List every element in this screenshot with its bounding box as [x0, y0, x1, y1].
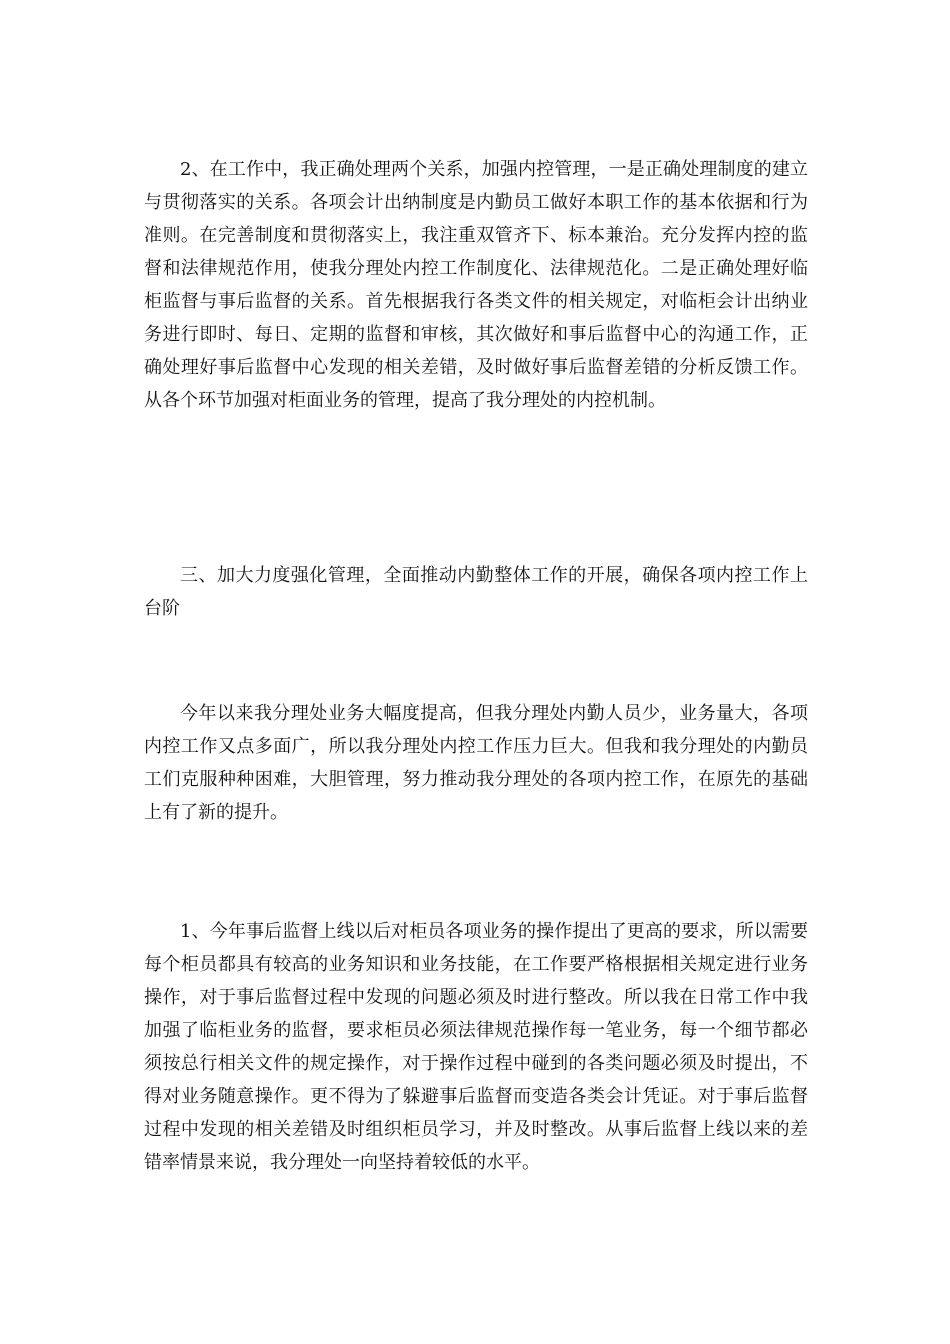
- section-heading-three: 三、加大力度强化管理，全面推动内勤整体工作的开展，确保各项内控工作上台阶: [144, 565, 808, 619]
- paragraph-post-supervision: 1、今年事后监督上线以后对柜员各项业务的操作提出了更高的要求，所以需要每个柜员都具有较高的业务知识和业务技能，在工作要严格根据相关规定进行业务操作，对于事后监督过程中发现的问题必须及时进行整改。所以我在日常工作中我加强了临柜业务的监督，要求柜员必须法律规范操作每一笔业务，每一个细节都必须按总行相关文件的规定操作，对于操作过程中碰到的各类问题必须及时提出，不得对业务随意操作。更不得为了躲避事后监督而变造各类会计凭证。对于事后监督过程中发现的相关差错及时组织柜员学习，并及时整改。从事后监督上线以来的差错率情景来说，我分理处一向坚持着较低的水平。: [144, 921, 808, 1173]
- paragraph-internal-control-relations: 2、在工作中，我正确处理两个关系，加强内控管理，一是正确处理制度的建立与贯彻落实的关系。各项会计出纳制度是内勤员工做好本职工作的基本依据和行为准则。在完善制度和贯彻落实上，我注重双管齐下、标本兼治。充分发挥内控的监督和法律规范作用，使我分理处内控工作制度化、法律规范化。二是正确处理好临柜监督与事后监督的关系。首先根据我行各类文件的相关规定，对临柜会计出纳业务进行即时、每日、定期的监督和审核，其次做好和事后监督中心的沟通工作，正确处理好事后监督中心发现的相关差错，及时做好事后监督差错的分析反馈工作。从各个环节加强对柜面业务的管理，提高了我分理处的内控机制。: [144, 159, 808, 411]
- paragraph-business-growth: 今年以来我分理处业务大幅度提高，但我分理处内勤人员少，业务量大，各项内控工作又点多面广，所以我分理处内控工作压力巨大。但我和我分理处的内勤员工们克服种种困难，大胆管理，努力推动我分理处的各项内控工作，在原先的基础上有了新的提升。: [144, 703, 808, 823]
